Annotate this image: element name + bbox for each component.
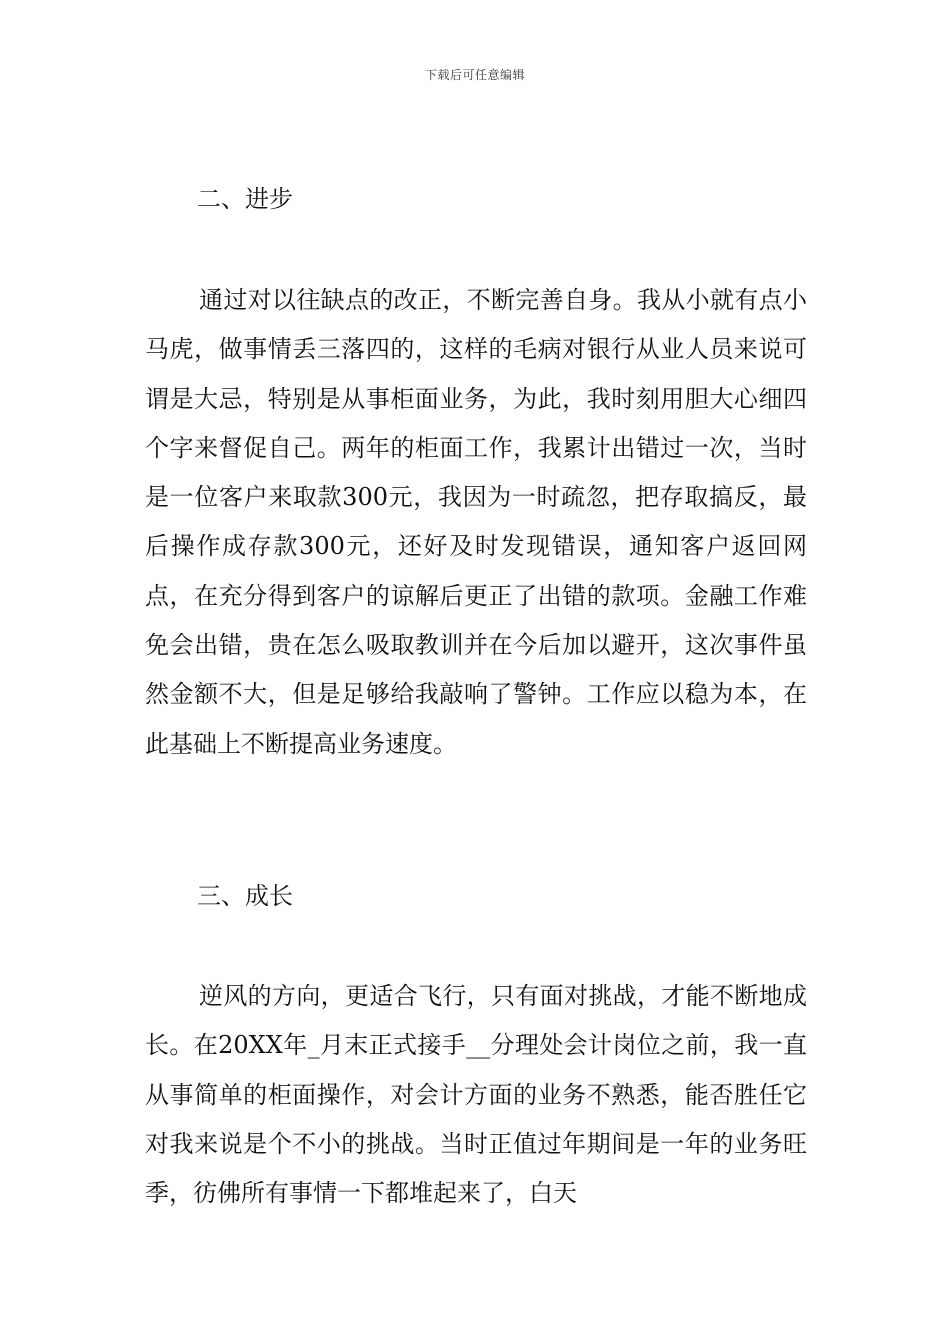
section-paragraph-progress: 通过对以往缺点的改正，不断完善自身。我从小就有点小马虎，做事情丢三落四的，这样的毛病对银行从业人员来说可谓是大忌，特别是从事柜面业务，为此，我时刻用胆大心细四个字来督促自己。两年的柜面工作，我累计出错过一次，当时是一位客户来取款300元，我因为一时疏忽，把存取搞反，最后操作成存款300元，还好及时发现错误，通知客户返回网点，在充分得到客户的谅解后更正了出错的款项。金融工作难免会出错，贵在怎么吸取教训并在今后加以避开，这次事件虽然金额不大，但是足够给我敲响了警钟。工作应以稳为本，在此基础上不断提高业务速度。 [145,286,807,758]
header-note: 下载后可任意编辑 [424,68,525,82]
section-heading-progress: 二、进步 [197,185,293,213]
section-paragraph-growth: 逆风的方向，更适合飞行，只有面对挑战，才能不断地成长。在20XX年_月末正式接手__分理处会计岗位之前，我一直从事简单的柜面操作，对会计方面的业务不熟悉，能否胜任它对我来说是个不小的挑战。当时正值过年期间是一年的业务旺季，彷佛所有事情一下都堆起来了，白天 [145,982,807,1208]
section-heading-growth: 三、成长 [197,882,293,910]
